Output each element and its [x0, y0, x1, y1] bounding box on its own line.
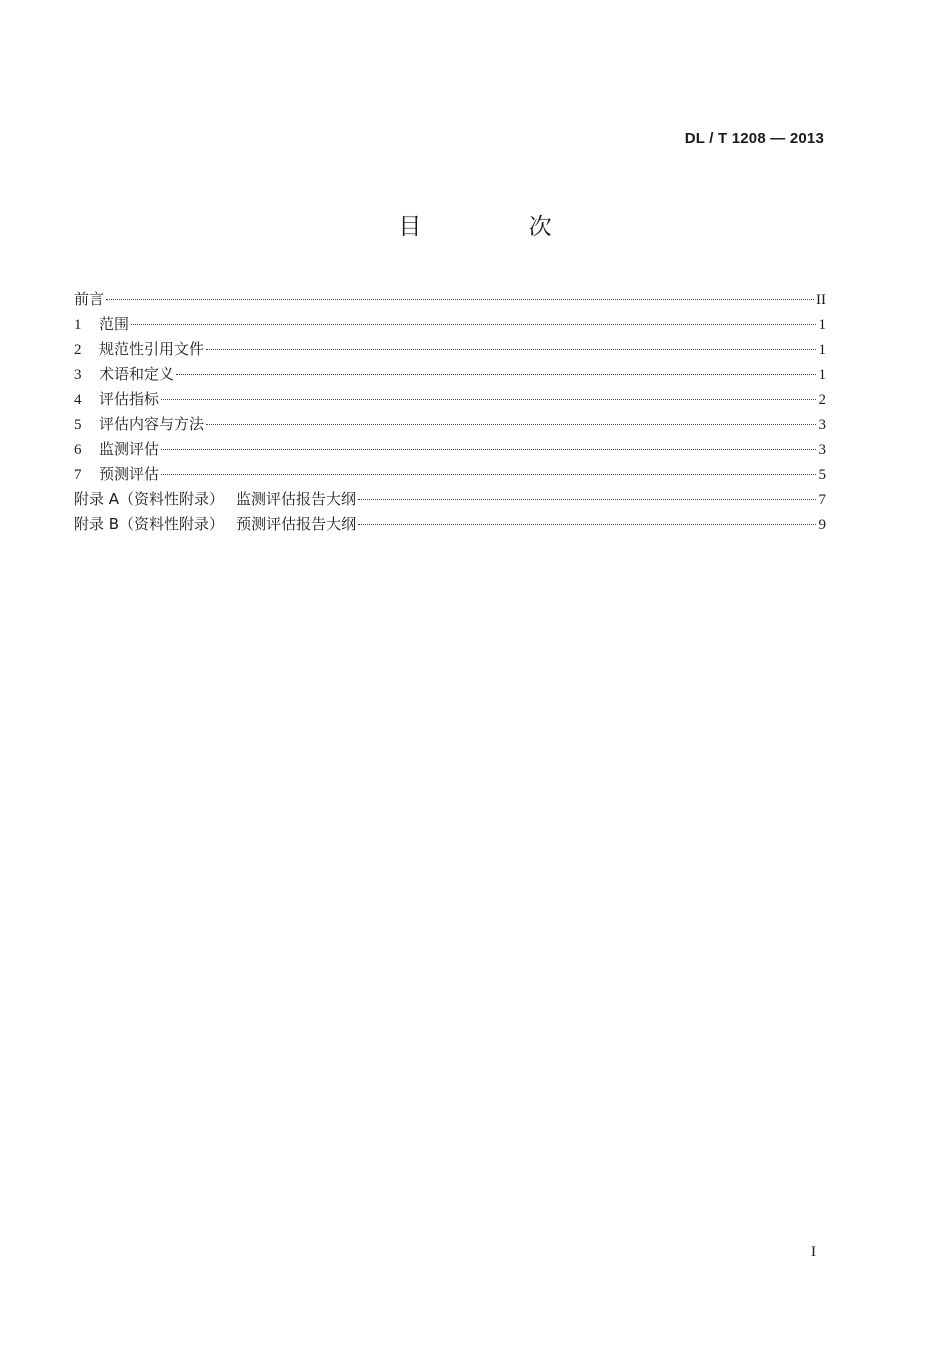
toc-entry-label: 监测评估 — [99, 440, 160, 458]
page-number: I — [811, 1244, 816, 1260]
dot-leader — [206, 424, 816, 425]
standard-code: DL / T 1208 — 2013 — [684, 130, 824, 147]
toc-entry-label: 术语和定义 — [99, 365, 175, 383]
toc-entry-5[interactable] — [74, 414, 826, 439]
toc-entry-7[interactable] — [74, 464, 826, 489]
table-of-contents — [74, 289, 826, 539]
dot-leader — [161, 449, 816, 450]
toc-page-number: II — [816, 292, 826, 308]
dot-leader — [206, 349, 816, 350]
toc-section-number: 3 — [74, 367, 82, 383]
toc-section-number: 5 — [74, 417, 82, 433]
toc-entry-label: 评估内容与方法 — [99, 415, 205, 433]
toc-section-number: 4 — [74, 392, 82, 408]
toc-entry-label: 预测评估 — [99, 465, 160, 483]
toc-section-number: 7 — [74, 467, 82, 483]
dot-leader — [161, 474, 816, 475]
toc-page-number: 2 — [818, 392, 826, 408]
toc-entry-preface[interactable] — [74, 289, 826, 314]
toc-section-number: 6 — [74, 442, 82, 458]
toc-page-number: 1 — [818, 317, 826, 333]
toc-entry-6[interactable] — [74, 439, 826, 464]
dot-leader — [176, 374, 816, 375]
toc-entry-3[interactable] — [74, 364, 826, 389]
toc-page-number: 9 — [818, 517, 826, 533]
toc-page-number: 5 — [818, 467, 826, 483]
toc-page-number: 1 — [818, 367, 826, 383]
dot-leader — [358, 524, 816, 525]
toc-entry-label: 范围 — [99, 315, 130, 333]
dot-leader — [131, 324, 816, 325]
toc-appendix-prefix: 附录 A（资料性附录） — [74, 490, 225, 508]
toc-page-number: 7 — [818, 492, 826, 508]
toc-entry-appendix-b[interactable] — [74, 514, 826, 539]
toc-page-number: 1 — [818, 342, 826, 358]
toc-entry-label: 监测评估报告大纲 — [236, 490, 357, 508]
page-title: 目 次 — [398, 214, 602, 240]
toc-page-number: 3 — [818, 417, 826, 433]
toc-entry-label: 规范性引用文件 — [99, 340, 205, 358]
dot-leader — [358, 499, 816, 500]
toc-entry-appendix-a[interactable] — [74, 489, 826, 514]
toc-entry-label: 预测评估报告大纲 — [236, 515, 357, 533]
dot-leader — [161, 399, 816, 400]
toc-section-number: 1 — [74, 317, 82, 333]
toc-entry-label: 前言 — [74, 290, 105, 308]
toc-appendix-prefix: 附录 B（资料性附录） — [74, 515, 225, 533]
toc-entry-2[interactable] — [74, 339, 826, 364]
toc-section-number: 2 — [74, 342, 82, 358]
toc-page-number: 3 — [818, 442, 826, 458]
toc-entry-4[interactable] — [74, 389, 826, 414]
toc-entry-label: 评估指标 — [99, 390, 160, 408]
toc-entry-1[interactable] — [74, 314, 826, 339]
dot-leader — [106, 299, 814, 300]
